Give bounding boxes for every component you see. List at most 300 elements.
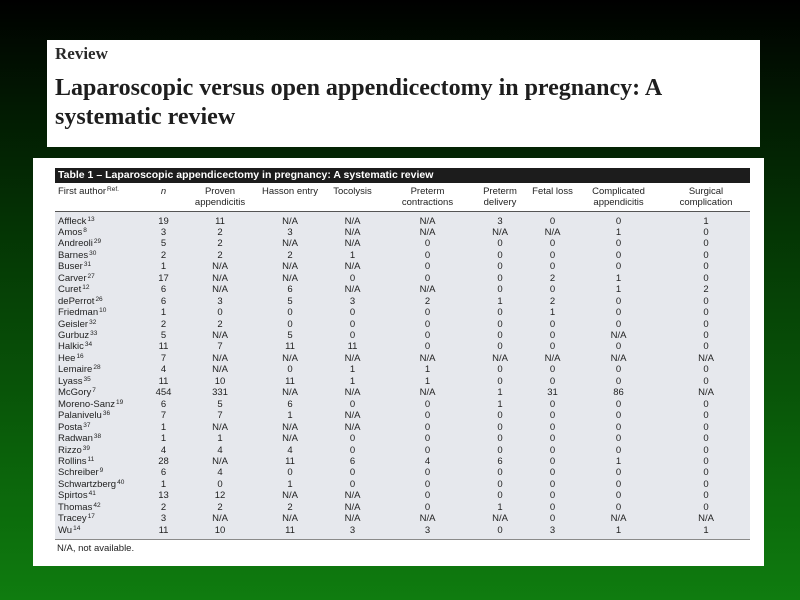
header-hasson-entry: Hasson entry bbox=[260, 183, 320, 211]
header-complicated-appendicitis: Complicated appendicitis bbox=[575, 183, 662, 211]
cell-complicated-appendicitis: 0 bbox=[615, 307, 622, 319]
cell-proven-appendicitis: N/A bbox=[212, 352, 228, 364]
cell-n: 1 bbox=[160, 307, 167, 319]
author-cell bbox=[55, 250, 147, 261]
cell-fetal-loss: 3 bbox=[549, 524, 556, 536]
cell-surgical-complication: 2 bbox=[703, 284, 709, 296]
cell-n: 7 bbox=[160, 352, 167, 364]
cell-surgical-complication: 0 bbox=[703, 261, 709, 273]
cell-fetal-loss: 0 bbox=[549, 341, 556, 353]
cell-preterm-contractions: 4 bbox=[424, 456, 431, 468]
table-row bbox=[55, 513, 750, 524]
cell-surgical-complication: 0 bbox=[703, 272, 709, 284]
cell-hasson-entry: N/A bbox=[282, 352, 298, 364]
cell-preterm-contractions: 0 bbox=[424, 490, 431, 502]
cell-hasson-entry: 1 bbox=[287, 478, 293, 490]
author-name: Buser bbox=[58, 261, 83, 273]
cell-n: 1 bbox=[160, 261, 167, 273]
cell-hasson-entry: N/A bbox=[282, 238, 298, 250]
cell-fetal-loss: 0 bbox=[549, 238, 556, 250]
cell-proven-appendicitis: 12 bbox=[214, 490, 226, 502]
cell-tocolysis: 0 bbox=[349, 467, 356, 479]
cell-preterm-contractions: 0 bbox=[424, 433, 431, 445]
cell-proven-appendicitis: 1 bbox=[217, 433, 223, 445]
reference-superscript: 37 bbox=[83, 421, 91, 429]
cell-preterm-delivery: 0 bbox=[497, 478, 503, 490]
cell-surgical-complication: 0 bbox=[703, 238, 709, 250]
table-row bbox=[55, 467, 750, 478]
cell-n: 11 bbox=[158, 375, 169, 387]
header-first-author bbox=[55, 183, 147, 211]
cell-hasson-entry: 6 bbox=[287, 398, 293, 410]
cell-n: 454 bbox=[155, 387, 172, 399]
author-name: Moreno-Sanz bbox=[58, 398, 116, 410]
reference-superscript: 10 bbox=[99, 307, 107, 315]
cell-complicated-appendicitis: 0 bbox=[615, 364, 622, 376]
reference-superscript: 35 bbox=[83, 375, 91, 383]
cell-preterm-delivery: 0 bbox=[497, 318, 503, 330]
cell-complicated-appendicitis: 0 bbox=[615, 261, 622, 273]
cell-surgical-complication: 0 bbox=[703, 433, 709, 445]
cell-preterm-contractions: 1 bbox=[424, 364, 431, 376]
cell-fetal-loss: 0 bbox=[549, 249, 556, 261]
header-tocolysis: Tocolysis bbox=[320, 183, 385, 211]
author-cell bbox=[55, 525, 147, 536]
author-cell bbox=[55, 502, 147, 513]
table-row bbox=[55, 410, 750, 421]
cell-preterm-contractions: 0 bbox=[424, 421, 431, 433]
cell-preterm-contractions: 0 bbox=[424, 467, 431, 479]
author-name: Posta bbox=[58, 421, 83, 433]
author-name: dePerrot bbox=[58, 295, 95, 307]
author-name: Lyass bbox=[58, 375, 83, 387]
author-cell bbox=[55, 376, 147, 387]
cell-complicated-appendicitis: 0 bbox=[615, 467, 622, 479]
cell-proven-appendicitis: 5 bbox=[217, 398, 223, 410]
author-cell bbox=[55, 433, 147, 444]
cell-tocolysis: 0 bbox=[349, 272, 356, 284]
author-cell bbox=[55, 273, 147, 284]
author-name: Hee bbox=[58, 352, 76, 364]
cell-surgical-complication: 0 bbox=[703, 421, 709, 433]
cell-preterm-contractions: 0 bbox=[424, 261, 431, 273]
cell-n: 5 bbox=[160, 330, 167, 342]
cell-tocolysis: 0 bbox=[349, 398, 356, 410]
cell-preterm-delivery: 0 bbox=[497, 410, 503, 422]
table-row bbox=[55, 479, 750, 490]
cell-hasson-entry: N/A bbox=[282, 261, 298, 273]
cell-hasson-entry: N/A bbox=[282, 433, 298, 445]
cell-preterm-contractions: 0 bbox=[424, 307, 431, 319]
cell-preterm-contractions: 0 bbox=[424, 330, 431, 342]
cell-hasson-entry: N/A bbox=[282, 215, 298, 227]
cell-n: 1 bbox=[160, 433, 167, 445]
cell-n: 7 bbox=[160, 410, 167, 422]
author-name: Carver bbox=[58, 272, 87, 284]
cell-surgical-complication: 0 bbox=[703, 467, 709, 479]
cell-complicated-appendicitis: N/A bbox=[610, 330, 627, 342]
cell-tocolysis: 3 bbox=[349, 524, 356, 536]
cell-preterm-delivery: 0 bbox=[497, 238, 503, 250]
cell-surgical-complication: 0 bbox=[703, 456, 709, 468]
author-cell bbox=[55, 238, 147, 249]
cell-fetal-loss: 0 bbox=[549, 444, 556, 456]
cell-surgical-complication: 0 bbox=[703, 501, 709, 513]
cell-complicated-appendicitis: 0 bbox=[615, 341, 622, 353]
header-ref-superscript: Ref. bbox=[107, 186, 119, 193]
cell-surgical-complication: 0 bbox=[703, 295, 709, 307]
reference-superscript: 32 bbox=[89, 318, 97, 326]
cell-preterm-contractions: N/A bbox=[419, 513, 436, 525]
cell-proven-appendicitis: 2 bbox=[217, 226, 223, 238]
cell-tocolysis: 0 bbox=[349, 307, 356, 319]
cell-tocolysis: 1 bbox=[349, 249, 356, 261]
cell-hasson-entry: N/A bbox=[282, 387, 298, 399]
cell-surgical-complication: 0 bbox=[703, 398, 709, 410]
cell-preterm-contractions: 0 bbox=[424, 444, 431, 456]
article-header bbox=[47, 40, 760, 147]
table-row bbox=[55, 490, 750, 501]
cell-preterm-contractions: N/A bbox=[419, 352, 436, 364]
author-name: Friedman bbox=[58, 307, 99, 319]
cell-preterm-delivery: N/A bbox=[492, 352, 508, 364]
cell-surgical-complication: 0 bbox=[703, 364, 709, 376]
cell-n: 6 bbox=[160, 398, 167, 410]
cell-hasson-entry: N/A bbox=[282, 513, 298, 525]
cell-surgical-complication: 0 bbox=[703, 318, 709, 330]
reference-superscript: 41 bbox=[88, 490, 96, 498]
reference-superscript: 9 bbox=[99, 467, 104, 475]
cell-hasson-entry: 0 bbox=[287, 364, 293, 376]
cell-n: 6 bbox=[160, 284, 167, 296]
cell-proven-appendicitis: 10 bbox=[214, 375, 226, 387]
reference-superscript: 7 bbox=[92, 387, 96, 395]
table-row bbox=[55, 422, 750, 433]
author-name: Rizzo bbox=[58, 444, 82, 456]
author-cell bbox=[55, 467, 147, 478]
cell-preterm-delivery: 0 bbox=[497, 330, 503, 342]
cell-preterm-contractions: 0 bbox=[424, 341, 431, 353]
reference-superscript: 13 bbox=[87, 215, 95, 223]
header-row bbox=[55, 183, 750, 211]
author-cell bbox=[55, 227, 147, 238]
reference-superscript: 39 bbox=[82, 444, 90, 452]
author-name: Andreoli bbox=[58, 238, 93, 250]
author-cell bbox=[55, 513, 147, 524]
table-row bbox=[55, 364, 750, 375]
cell-proven-appendicitis: 4 bbox=[217, 467, 223, 479]
cell-surgical-complication: 0 bbox=[703, 478, 709, 490]
cell-proven-appendicitis: 11 bbox=[215, 215, 225, 227]
table-row bbox=[55, 445, 750, 456]
cell-tocolysis: N/A bbox=[344, 501, 361, 513]
cell-preterm-delivery: 3 bbox=[497, 215, 503, 227]
cell-hasson-entry: 2 bbox=[287, 249, 293, 261]
cell-n: 11 bbox=[158, 341, 169, 353]
cell-tocolysis: N/A bbox=[344, 421, 361, 433]
cell-tocolysis: 0 bbox=[349, 318, 356, 330]
cell-preterm-contractions: 0 bbox=[424, 398, 431, 410]
cell-tocolysis: 0 bbox=[349, 330, 356, 342]
cell-proven-appendicitis: N/A bbox=[212, 364, 228, 376]
author-name: Thomas bbox=[58, 501, 93, 513]
reference-superscript: 16 bbox=[76, 352, 84, 360]
header-first-author-label: First author bbox=[58, 186, 107, 197]
cell-n: 2 bbox=[160, 318, 167, 330]
cell-preterm-delivery: 1 bbox=[497, 387, 503, 399]
header-fetal-loss: Fetal loss bbox=[530, 183, 575, 211]
author-name: Wu bbox=[58, 524, 73, 536]
table-row bbox=[55, 376, 750, 387]
header-proven-appendicitis: Proven appendicitis bbox=[180, 183, 260, 211]
reference-superscript: 42 bbox=[93, 501, 101, 509]
cell-tocolysis: N/A bbox=[344, 352, 361, 364]
author-name: Gurbuz bbox=[58, 330, 90, 342]
cell-fetal-loss: 0 bbox=[549, 364, 556, 376]
cell-hasson-entry: 5 bbox=[287, 295, 293, 307]
cell-tocolysis: N/A bbox=[344, 490, 361, 502]
author-name: Lemaire bbox=[58, 364, 93, 376]
cell-preterm-delivery: 1 bbox=[497, 501, 503, 513]
cell-tocolysis: 0 bbox=[349, 433, 356, 445]
cell-complicated-appendicitis: N/A bbox=[610, 352, 627, 364]
reference-superscript: 34 bbox=[84, 341, 93, 349]
table-body bbox=[55, 211, 750, 540]
cell-preterm-delivery: 0 bbox=[497, 524, 503, 536]
table-caption: Table 1 – Laparoscopic appendicectomy in pregnancy: A systematic review bbox=[55, 168, 750, 183]
cell-preterm-contractions: 0 bbox=[424, 272, 431, 284]
author-name: Radwan bbox=[58, 433, 93, 445]
cell-n: 3 bbox=[160, 226, 167, 238]
reference-superscript: 11 bbox=[87, 456, 95, 464]
cell-complicated-appendicitis: 0 bbox=[615, 490, 622, 502]
cell-proven-appendicitis: 4 bbox=[217, 444, 223, 456]
table-row bbox=[55, 433, 750, 444]
reference-superscript: 19 bbox=[116, 398, 124, 406]
cell-proven-appendicitis: N/A bbox=[212, 330, 228, 342]
section-label: Review bbox=[55, 44, 108, 63]
cell-tocolysis: N/A bbox=[344, 261, 361, 273]
cell-n: 2 bbox=[160, 249, 167, 261]
cell-preterm-delivery: 0 bbox=[497, 444, 503, 456]
cell-hasson-entry: 3 bbox=[287, 226, 293, 238]
cell-preterm-contractions: N/A bbox=[419, 226, 436, 238]
cell-hasson-entry: 11 bbox=[285, 524, 295, 536]
cell-n: 5 bbox=[160, 238, 167, 250]
reference-superscript: 8 bbox=[83, 226, 87, 234]
header-preterm-delivery: Preterm delivery bbox=[470, 183, 530, 211]
row-spacer bbox=[55, 536, 750, 540]
cell-hasson-entry: N/A bbox=[282, 421, 298, 433]
cell-tocolysis: 1 bbox=[349, 364, 356, 376]
cell-surgical-complication: 0 bbox=[703, 249, 709, 261]
cell-hasson-entry: N/A bbox=[282, 490, 298, 502]
cell-complicated-appendicitis: 0 bbox=[615, 238, 622, 250]
cell-fetal-loss: 0 bbox=[549, 421, 556, 433]
cell-proven-appendicitis: 7 bbox=[217, 410, 223, 422]
cell-proven-appendicitis: 3 bbox=[217, 295, 223, 307]
cell-preterm-delivery: 0 bbox=[497, 272, 503, 284]
cell-proven-appendicitis: 7 bbox=[217, 341, 223, 353]
author-cell bbox=[55, 445, 147, 456]
cell-preterm-contractions: 0 bbox=[424, 410, 431, 422]
cell-surgical-complication: N/A bbox=[698, 513, 714, 525]
author-cell bbox=[55, 216, 147, 227]
cell-proven-appendicitis: N/A bbox=[212, 284, 228, 296]
cell-preterm-contractions: 2 bbox=[424, 295, 431, 307]
author-cell bbox=[55, 399, 147, 410]
table-row bbox=[55, 238, 750, 249]
cell-hasson-entry: 1 bbox=[287, 410, 293, 422]
cell-preterm-delivery: 0 bbox=[497, 341, 503, 353]
cell-fetal-loss: 0 bbox=[549, 433, 556, 445]
cell-complicated-appendicitis: 0 bbox=[615, 501, 622, 513]
cell-complicated-appendicitis: 0 bbox=[615, 375, 622, 387]
cell-preterm-delivery: 0 bbox=[497, 261, 503, 273]
cell-tocolysis: N/A bbox=[344, 513, 361, 525]
reference-superscript: 31 bbox=[83, 261, 92, 269]
table-row bbox=[55, 227, 750, 238]
cell-preterm-contractions: 0 bbox=[424, 501, 431, 513]
cell-fetal-loss: 0 bbox=[549, 318, 556, 330]
table-row bbox=[55, 525, 750, 536]
cell-fetal-loss: 31 bbox=[547, 387, 558, 399]
cell-tocolysis: 11 bbox=[347, 341, 358, 353]
table-row bbox=[55, 456, 750, 467]
table-row bbox=[55, 273, 750, 284]
cell-hasson-entry: N/A bbox=[282, 272, 298, 284]
cell-preterm-delivery: 0 bbox=[497, 364, 503, 376]
cell-complicated-appendicitis: 0 bbox=[615, 295, 622, 307]
cell-surgical-complication: N/A bbox=[698, 387, 714, 399]
cell-surgical-complication: N/A bbox=[698, 352, 714, 364]
cell-surgical-complication: 1 bbox=[703, 215, 709, 227]
cell-preterm-contractions: 1 bbox=[424, 375, 431, 387]
cell-hasson-entry: 4 bbox=[287, 444, 293, 456]
author-cell bbox=[55, 387, 147, 398]
table-row bbox=[55, 353, 750, 364]
table-row bbox=[55, 319, 750, 330]
author-cell bbox=[55, 410, 147, 421]
cell-hasson-entry: 6 bbox=[287, 284, 293, 296]
cell-fetal-loss: 1 bbox=[549, 307, 556, 319]
cell-surgical-complication: 0 bbox=[703, 410, 709, 422]
cell-preterm-delivery: 1 bbox=[497, 398, 503, 410]
cell-preterm-delivery: N/A bbox=[492, 226, 508, 238]
cell-n: 17 bbox=[158, 272, 169, 284]
cell-complicated-appendicitis: 0 bbox=[615, 444, 622, 456]
cell-fetal-loss: 0 bbox=[549, 410, 556, 422]
cell-complicated-appendicitis: 1 bbox=[615, 226, 622, 238]
cell-hasson-entry: 0 bbox=[287, 467, 293, 479]
table-row bbox=[55, 387, 750, 398]
cell-proven-appendicitis: 0 bbox=[217, 478, 223, 490]
author-name: Geisler bbox=[58, 318, 89, 330]
cell-complicated-appendicitis: 0 bbox=[615, 249, 622, 261]
table-row bbox=[55, 502, 750, 513]
cell-n: 4 bbox=[160, 364, 167, 376]
cell-tocolysis: N/A bbox=[344, 226, 361, 238]
reference-superscript: 28 bbox=[93, 364, 101, 372]
table-row bbox=[55, 284, 750, 295]
cell-fetal-loss: 0 bbox=[549, 513, 556, 525]
cell-surgical-complication: 0 bbox=[703, 307, 709, 319]
cell-n: 19 bbox=[158, 215, 169, 227]
table-row bbox=[55, 261, 750, 272]
cell-fetal-loss: 0 bbox=[549, 478, 556, 490]
cell-preterm-contractions: 3 bbox=[424, 524, 431, 536]
cell-proven-appendicitis: N/A bbox=[212, 272, 228, 284]
cell-preterm-contractions: 0 bbox=[424, 249, 431, 261]
author-cell bbox=[55, 353, 147, 364]
cell-n: 1 bbox=[160, 421, 167, 433]
reference-superscript: 38 bbox=[93, 433, 102, 441]
cell-n: 2 bbox=[160, 501, 167, 513]
reference-superscript: 26 bbox=[95, 295, 103, 303]
cell-fetal-loss: 0 bbox=[549, 501, 556, 513]
cell-hasson-entry: 5 bbox=[287, 330, 293, 342]
cell-preterm-contractions: N/A bbox=[419, 215, 436, 227]
cell-tocolysis: N/A bbox=[344, 215, 361, 227]
cell-surgical-complication: 1 bbox=[703, 524, 709, 536]
cell-fetal-loss: 0 bbox=[549, 375, 556, 387]
cell-preterm-delivery: 0 bbox=[497, 249, 503, 261]
cell-tocolysis: N/A bbox=[344, 410, 361, 422]
author-cell bbox=[55, 490, 147, 501]
author-cell bbox=[55, 284, 147, 295]
cell-complicated-appendicitis: 1 bbox=[615, 272, 622, 284]
header-preterm-contractions: Preterm contractions bbox=[385, 183, 470, 211]
spacer-cell bbox=[55, 536, 750, 540]
cell-fetal-loss: N/A bbox=[544, 352, 561, 364]
cell-fetal-loss: 0 bbox=[549, 456, 556, 468]
author-cell bbox=[55, 479, 147, 490]
cell-surgical-complication: 0 bbox=[703, 226, 709, 238]
cell-preterm-delivery: 0 bbox=[497, 433, 503, 445]
cell-preterm-delivery: 6 bbox=[497, 456, 503, 468]
cell-fetal-loss: 0 bbox=[549, 330, 556, 342]
cell-preterm-contractions: N/A bbox=[419, 387, 436, 399]
cell-preterm-contractions: 0 bbox=[424, 318, 431, 330]
author-name: Curet bbox=[58, 284, 82, 296]
cell-preterm-delivery: 0 bbox=[497, 421, 503, 433]
author-cell bbox=[55, 330, 147, 341]
author-name: Schwartzberg bbox=[58, 478, 117, 490]
cell-preterm-contractions: N/A bbox=[419, 284, 436, 296]
cell-surgical-complication: 0 bbox=[703, 341, 709, 353]
cell-complicated-appendicitis: 1 bbox=[615, 524, 622, 536]
cell-fetal-loss: N/A bbox=[544, 226, 561, 238]
cell-tocolysis: 6 bbox=[349, 456, 356, 468]
cell-complicated-appendicitis: 0 bbox=[615, 478, 622, 490]
cell-tocolysis: 0 bbox=[349, 478, 356, 490]
article-title: Laparoscopic versus open appendicectomy in pregnancy: A systematic review bbox=[55, 75, 661, 130]
cell-proven-appendicitis: 2 bbox=[217, 249, 223, 261]
author-cell bbox=[55, 307, 147, 318]
table-row bbox=[55, 330, 750, 341]
cell-fetal-loss: 2 bbox=[549, 295, 556, 307]
author-name: McGory bbox=[58, 387, 92, 399]
cell-fetal-loss: 2 bbox=[549, 272, 556, 284]
cell-preterm-contractions: 0 bbox=[424, 478, 431, 490]
cell-n: 6 bbox=[160, 295, 167, 307]
table-row bbox=[55, 307, 750, 318]
cell-proven-appendicitis: 331 bbox=[212, 387, 228, 399]
cell-hasson-entry: 0 bbox=[287, 307, 293, 319]
cell-proven-appendicitis: 2 bbox=[217, 238, 223, 250]
cell-tocolysis: 1 bbox=[349, 375, 356, 387]
reference-superscript: 12 bbox=[82, 284, 90, 292]
